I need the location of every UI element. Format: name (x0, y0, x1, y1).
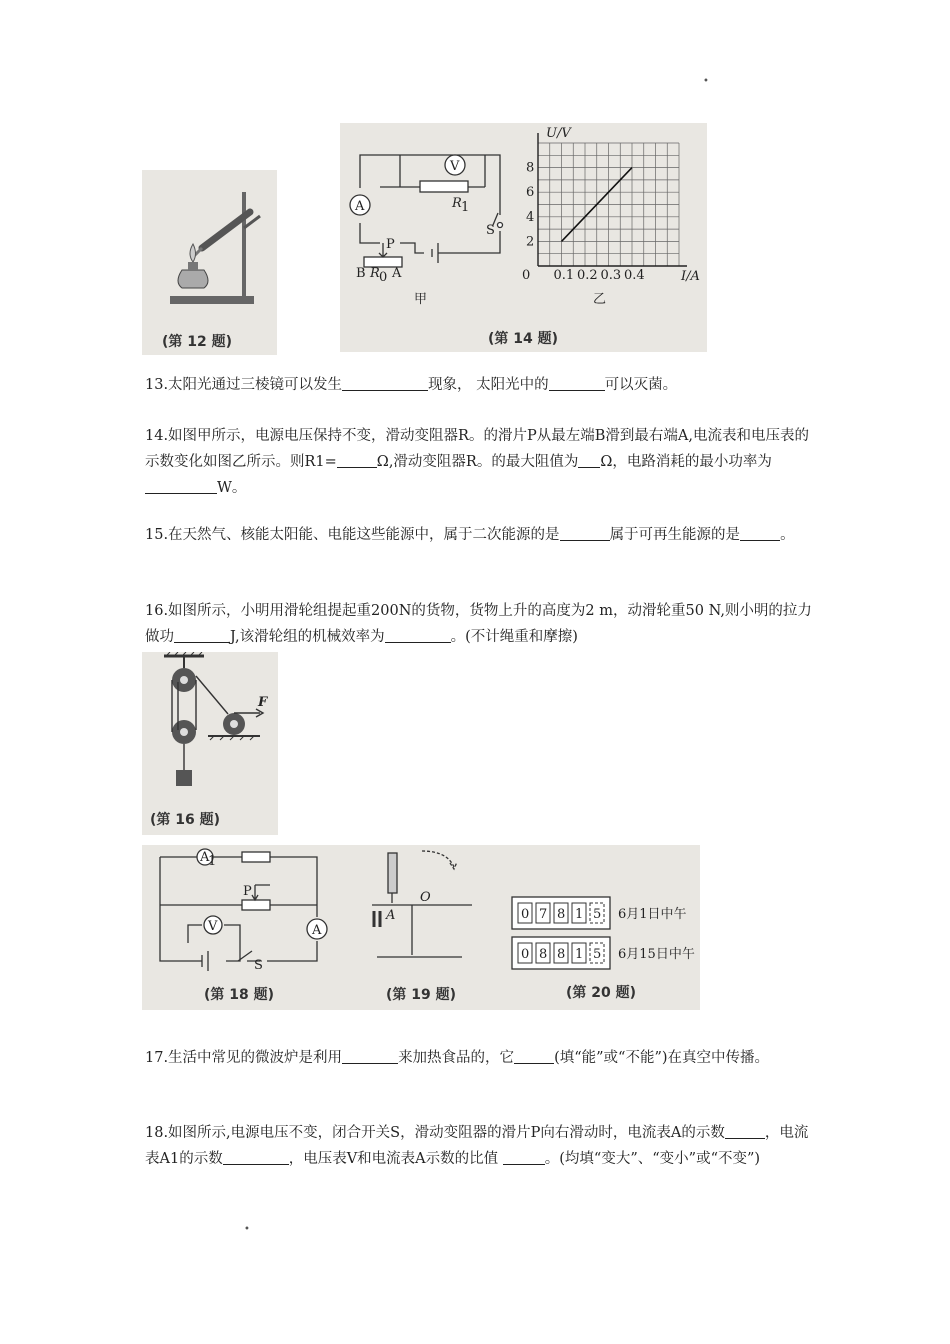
graph-ticks (522, 161, 645, 283)
x-axis-label: I/A (681, 269, 700, 284)
q15-text-a: 15.在天然气、核能太阳能、电能这些能源中，属于二次能源的是 (145, 527, 560, 543)
r1-sub-label: 1 (461, 200, 470, 215)
q18-text-a: 18.如图所示,电源电压不变，闭合开关S，滑动变阻器的滑片P向右滑动时，电流表A的示数 (145, 1125, 725, 1141)
meter-1 (512, 897, 687, 929)
x-tick-label: 0.4 (624, 268, 645, 283)
meter1-digit-2: 7 (539, 907, 548, 922)
q17-text-a: 17.生活中常见的微波炉是利用 (145, 1050, 343, 1066)
switch-label-18: S (254, 958, 263, 973)
figure-16 (142, 652, 278, 835)
q13-text-b: 现象， 太阳光中的 (428, 377, 549, 393)
q18-blank-1[interactable] (725, 1124, 765, 1140)
graph-grid (538, 143, 679, 266)
slider-label: P (386, 237, 395, 252)
graph-name: 乙 (593, 292, 607, 307)
figure-12-caption: (第 12 题) (162, 334, 233, 350)
q15-text-c: 。 (780, 527, 795, 543)
y-tick-label: 2 (526, 234, 535, 250)
q18-text-d: 。(均填“变大”、“变小”或“不变”) (544, 1151, 761, 1167)
switch-label: S (486, 223, 495, 238)
ui-graph (522, 126, 700, 284)
rheostat-right-label: A (392, 266, 402, 281)
meter1-digit-5: 5 (593, 907, 602, 922)
meter2-digit-5: 5 (593, 947, 602, 962)
graph-axes (538, 133, 687, 266)
figure-20-caption: (第 20 题) (566, 985, 637, 1001)
q16-text-c: 。(不计绳重和摩擦) (450, 629, 578, 645)
x-tick-label: 0.3 (600, 268, 622, 283)
question-15 (145, 522, 817, 548)
meter1-digit-4: 1 (575, 907, 584, 922)
meter-2 (512, 937, 695, 969)
slider-label-18: P (243, 884, 252, 899)
page-dot-top: • (703, 76, 709, 87)
q18-text-c: ，电压表V和电流表A示数的比值 (288, 1151, 503, 1167)
rheostat-label: R (370, 266, 380, 281)
y-tick-label: 8 (526, 160, 535, 176)
rheostat-sub-label: 0 (379, 270, 388, 285)
q17-blank-2[interactable] (514, 1049, 554, 1065)
meter2-digit-1: 0 (521, 947, 530, 962)
x-tick-label: 0.2 (577, 268, 598, 283)
q14-text-b: Ω,滑动变阻器R。的最大阻值为 (376, 454, 579, 470)
force-label: F (258, 695, 268, 710)
x-tick-label: 0 (522, 268, 531, 283)
q18-text-b: ，电流表A1的示数 (145, 1125, 809, 1167)
ammeter1-sub-label: 1 (208, 854, 217, 869)
question-14 (145, 423, 817, 501)
question-13 (145, 372, 817, 398)
q16-text-a: 16.如图所示，小明用滑轮组提起重200N的货物，货物上升的高度为2 m，动滑轮重50 N,则小明的拉力做功 (145, 603, 812, 645)
question-17 (145, 1045, 817, 1071)
q17-text-c: (填“能”或“不能”)在真空中传播。 (554, 1050, 770, 1066)
x-tick-label: 0.1 (553, 268, 575, 283)
q13-text-c: 可以灭菌。 (604, 377, 678, 393)
q14-blank-3[interactable] (145, 479, 217, 495)
figure-18-19-20 (142, 845, 700, 1010)
ammeter-label: A (355, 199, 365, 214)
q14-text-a: 14.如图甲所示，电源电压保持不变，滑动变阻器R。的滑片P从最左端B滑到最右端A,电流表和电压表的示数变化如图乙所示。则R1= (145, 428, 809, 470)
ammeter1-label: A (200, 850, 210, 865)
voltmeter-label-18: V (208, 919, 218, 934)
circuit-name: 甲 (414, 292, 428, 307)
y-tick-label: 4 (526, 209, 535, 225)
q17-blank-1[interactable] (342, 1049, 398, 1065)
question-16 (145, 598, 817, 650)
meter1-label: 6月1日中午 (618, 907, 687, 922)
lever-a-label: A (386, 908, 396, 923)
meter2-digit-3: 8 (557, 947, 566, 962)
figure-18-caption: (第 18 题) (204, 987, 275, 1003)
page-dot-bottom: • (244, 1224, 250, 1235)
figure-16-caption: (第 16 题) (150, 812, 221, 828)
q14-text-d: W。 (217, 480, 247, 496)
question-18 (145, 1120, 817, 1172)
y-tick-label: 6 (526, 185, 535, 201)
ammeter-label-18: A (312, 923, 322, 938)
meter2-label: 6月15日中午 (618, 947, 695, 962)
q18-blank-3[interactable] (503, 1150, 545, 1166)
y-axis-label: U/V (546, 126, 571, 141)
q17-text-b: 来加热食品的，它 (398, 1050, 515, 1066)
figure-19-caption: (第 19 题) (386, 987, 457, 1003)
q13-blank-2[interactable] (549, 376, 605, 392)
meter2-digit-2: 8 (539, 947, 548, 962)
q14-blank-1[interactable] (337, 453, 377, 469)
figure-14-caption: (第 14 题) (488, 331, 559, 347)
rheostat-left-label: B (356, 266, 366, 281)
r1-label: R (452, 196, 462, 211)
voltmeter-label: V (450, 159, 460, 174)
q18-blank-2[interactable] (223, 1150, 289, 1166)
meter2-digit-4: 1 (575, 947, 584, 962)
figure-12 (142, 170, 277, 355)
q15-blank-1[interactable] (560, 526, 610, 542)
figure-14 (340, 123, 707, 352)
q15-blank-2[interactable] (740, 526, 780, 542)
meter1-digit-1: 0 (521, 907, 530, 922)
q13-blank-1[interactable] (342, 376, 428, 392)
q16-blank-1[interactable] (174, 628, 230, 644)
lever-o-label: O (420, 890, 431, 905)
q15-text-b: 属于可再生能源的是 (609, 527, 741, 543)
q14-text-c: Ω，电路消耗的最小功率为 (600, 454, 772, 470)
meter1-digit-3: 8 (557, 907, 566, 922)
q16-blank-2[interactable] (385, 628, 451, 644)
q16-text-b: J,该滑轮组的机械效率为 (230, 629, 385, 645)
q13-text-a: 13.太阳光通过三棱镜可以发生 (145, 377, 343, 393)
q14-blank-2[interactable] (578, 453, 600, 469)
